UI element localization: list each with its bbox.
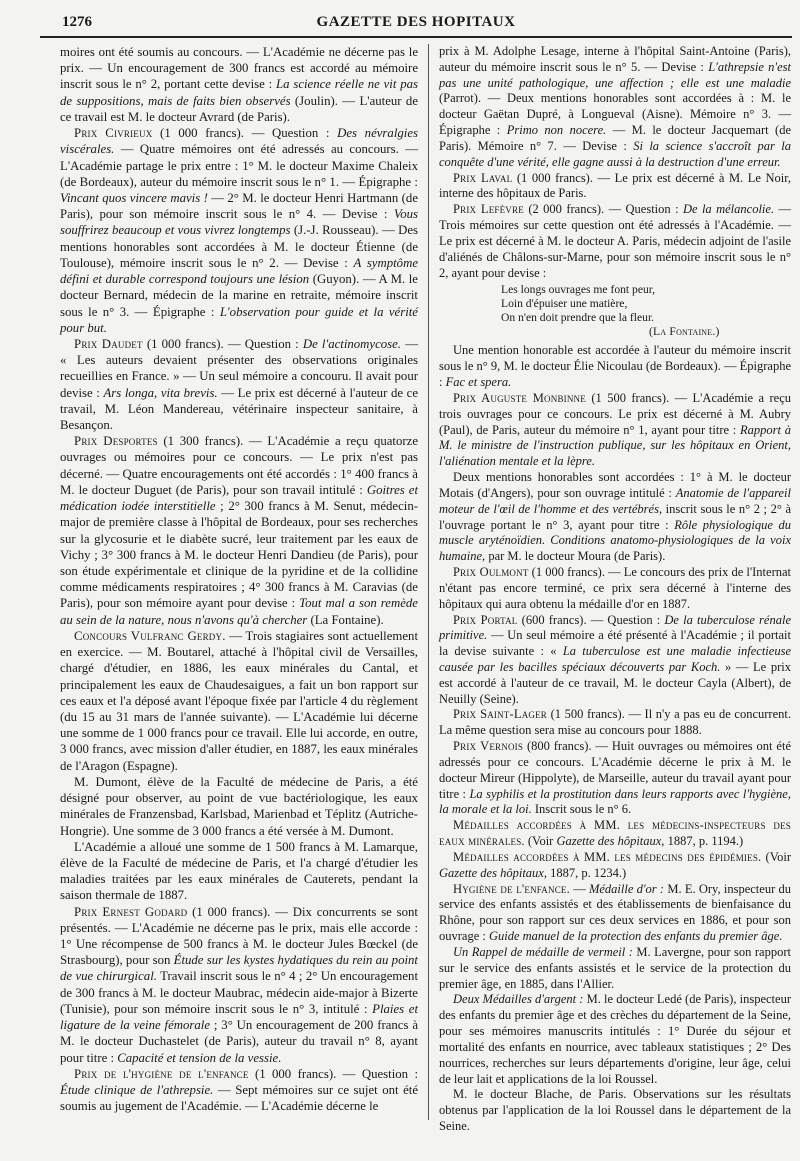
text-run: moires ont été soumis au concours. — L'Académie ne décerne pas le prix. — Un encouragement de 300 francs est accordé au mémoire inscrit sous le n° 2, portant cette devise : <box>60 45 418 92</box>
poem-attribution: (La Fontaine.) <box>649 325 720 339</box>
italic-text: Gazette des hôpitaux, <box>556 834 665 849</box>
text-run: — M. le docteur Jacquemart (de Paris). Mémoire n° 7. — Devise : <box>439 123 791 153</box>
right-column <box>439 44 791 1135</box>
text-run: (800 francs). — Huit ouvrages ou mémoires ont été adressés pour ce concours. L'Académie décerne le prix à M. le docteur Mireur (Hippolyte), de Marseille, auteur du travail ayant pour titre : <box>439 739 791 801</box>
right-column-section-b <box>439 343 791 1134</box>
text-run: ; 2° 300 francs à M. Senut, médecin-major de première classe à l'hôpital de Bordeaux, pour ses recherches sur la glycosurie et le diabète sucré, leur traitement par les eaux de Vichy ; 3° 300 francs à M. le docteur Henri Dandieu (de Paris), pour son étude expérimentale et clinique de la pyridine et de la collidine comme médicaments respiratoires ; 4° 300 francs à M. Caravias (de Paris), pour son mémoire ayant pour devise : <box>60 499 418 611</box>
text-run: (Joulin). — L'auteur de ce travail est M. le docteur Avrard (de Paris). <box>60 93 418 124</box>
paragraph <box>60 774 418 839</box>
italic-text: De la mélancolie. <box>682 202 775 217</box>
italic-text: Ars longa, vita brevis. <box>103 385 218 400</box>
paragraph <box>439 565 791 612</box>
text-run: (1 300 francs). — L'Académie a reçu quatorze ouvrages ou mémoires pour ce concours. — Le prix n'est pas décerné. — Quatre encouragements ont été accordés : 1° 400 francs à M. le docteur Duguet (de Paris), pour son travail intitulé : <box>60 434 419 497</box>
italic-text: Vous souffrirez beaucoup et vous vivrez longtemps <box>60 207 418 238</box>
section-heading: Prix Saint-Lager <box>453 707 548 722</box>
section-heading: Médailles accordées à MM. les médecins-inspecteurs des eaux minérales. <box>439 818 791 849</box>
text-run: — <box>569 881 589 896</box>
text-run: — 2° M. le docteur Henri Hartmann (de Paris), pour son mémoire inscrit sous le n° 4. — Devise : <box>60 190 418 222</box>
section-heading: Prix Lefèvre <box>453 202 524 217</box>
poem-epigraph <box>501 283 791 339</box>
text-run: — Trois stagiaires sont actuellement en exercice. — M. Boutarel, attaché à l'hôpital civil de Versailles, chargé d'étudier, en 1886, les eaux minérales du Cantal, et principalement les eaux de Chaudesaigues, a fait un bon rapport sur ces eaux et l'a déposé avant l'époque fixée par l'article 4 du règlement (du 15 au 31 mars de l'année suivante). — L'Académie lui décerne une somme de 1 000 francs pour ce travail. Elle lui accorde, en outre, 3 000 francs, avec mission d'aller étudier, en 1887, les eaux minérales de l'Aragon (Espagne). <box>60 628 419 773</box>
paragraph <box>439 1087 791 1134</box>
text-run: (1 000 francs). — Dix concurrents se sont présentés. — L'Académie ne décerne pas le prix, mais elle accorde : 1° Une récompense de 500 francs à M. le docteur Jules Bœckel (de Strasbourg), pour son <box>60 904 418 968</box>
text-run: M. Dumont, élève de la Faculté de médecine de Paris, a été désigné pour observer, au point de vue bactériologique, les eaux minérales de Franzensbad, Karlsbad, Marienbad et Téplitz (Autriche-Hongrie). Une somme de 3 000 francs a été versée à M. Dumont. <box>60 774 418 838</box>
text-run: (Guyon). — A M. le docteur Bernard, médecin de la marine en retraite, mémoire inscrit sous le n° 3. — Épigraphe : <box>60 272 418 319</box>
text-run: (1 000 francs). — Le concours des prix de l'Internat n'étant pas encore terminé, ce prix sera décerné à l'interne des hôpitaux qui aura obtenu la médaille d'or en 1887. <box>439 565 792 611</box>
paragraph <box>439 945 791 992</box>
text-run: — Quatre mémoires ont été adressés au concours. — L'Académie partage le prix entre : 1° M. le docteur Maxime Chaleix (de Bordeaux), auteur du mémoire inscrit sous le n° 1. — Épigraphe : <box>60 142 418 189</box>
text-run: Une mention honorable est accordée à l'auteur du mémoire inscrit sous le n° 9, M. le docteur Élie Nicoulau (de Bordeaux). — Épigraphe : <box>439 343 791 390</box>
italic-text: A symptôme défini et durable correspond toujours une lésion <box>60 255 418 287</box>
text-run: (Voir <box>524 834 557 849</box>
poem-line: Les longs ouvrages me font peur, <box>501 283 656 297</box>
text-run: M. E. Ory, inspecteur du service des enfants assistés et des établissements de bienfaisance du Rhône, pour son rapport sur ces deux services en 1886, et pour son ouvrage : <box>439 881 791 944</box>
italic-text: L'athrepsie n'est pas une unité pathologique, une affection ; elle est une maladie <box>439 59 791 90</box>
right-column-section-a <box>439 44 791 281</box>
paragraph <box>439 882 791 945</box>
paragraph <box>60 433 418 628</box>
text-run: (1 000 francs). — Le prix est décerné à M. Le Noir, interne des hôpitaux de Paris. <box>439 170 792 201</box>
paragraph <box>60 44 418 125</box>
paragraph <box>60 336 418 433</box>
text-run: M. le docteur Blache, de Paris. Observations sur les résultats obtenus par l'application de la loi Roussel dans le département de la Seine. <box>439 1087 791 1133</box>
paragraph <box>60 628 418 774</box>
section-heading: Prix Vernois <box>453 739 524 754</box>
italic-text: Primo non nocere. <box>506 123 607 138</box>
text-run: par M. le docteur Moura (de Paris). <box>485 549 666 564</box>
section-heading: Prix Auguste Monbinne <box>453 390 586 405</box>
paragraph <box>439 707 791 739</box>
paragraph <box>439 613 791 708</box>
paragraph <box>60 125 418 336</box>
paragraph <box>439 202 791 281</box>
text-run: Deux mentions honorables sont accordées : 1° à M. le docteur Motais (d'Angers), pour son ouvrage intitulé : <box>439 470 791 500</box>
italic-text: Étude sur les kystes hydatiques du rein au point de vue chirurgical. <box>60 953 418 984</box>
italic-text: Rôle physiologique du muscle aryténoïdien. Conditions anatomo-physiologiques de la voix humaine, <box>439 517 791 564</box>
text-run: (600 francs). — Question : <box>517 612 665 627</box>
italic-text: Goitres et médication iodée interstitielle <box>60 482 418 514</box>
section-heading: Prix Desportes <box>74 434 158 449</box>
text-run: L'Académie a alloué une somme de 1 500 francs à M. Lamarque, élève de la Faculté de médecine de Paris, et l'a chargé d'étudier les maladies traitées par les eaux minérales de Cauterets, pendant la saison thermale de 1887. <box>60 839 418 903</box>
text-run: (Voir <box>761 849 791 864</box>
text-run: (La Fontaine). <box>307 612 384 627</box>
italic-text: Vincant quos vincere mavis ! <box>60 190 208 205</box>
text-run: (1 500 francs). — Il n'y a pas eu de concurrent. La même question sera mise au concours pour 1888. <box>439 707 791 738</box>
italic-text: Rapport à M. le ministre de l'instruction publique, sur les hôpitaux en Orient, l'aliénation mentale et la lèpre. <box>439 422 791 469</box>
text-run: — Le prix est décerné à l'auteur de ce travail, M. Léon Mandereau, vétérinaire inspecteur sanitaire, à Besançon. <box>60 385 418 433</box>
paragraph <box>439 739 791 818</box>
italic-text: Étude clinique de l'athrepsie. <box>60 1083 214 1097</box>
text-run: (1 000 francs). — Question : <box>142 336 303 351</box>
italic-text: Des névralgies viscérales. <box>60 126 418 157</box>
italic-text: La tuberculose est une maladie infectieuse causée par les bacilles spéciaux découverts par Koch. <box>439 644 791 674</box>
section-heading: Prix de l'hygiène de l'enfance <box>74 1066 249 1081</box>
italic-text: Médaille d'or : <box>588 881 665 896</box>
text-run: (Parrot). — Deux mentions honorables sont accordées à : M. le docteur Gaëtan Dupré, à Longueval (Aisne). Mémoire n° 3. — Épigraphe : <box>439 91 791 138</box>
italic-text: Si la science s'accroît par la conquête d'une vérité, elle gagne aussi à la destruction d'une erreur. <box>439 138 791 169</box>
poem-line: On n'en doit prendre que la fleur. <box>501 311 655 325</box>
poem-line: Loin d'épuiser une matière, <box>501 297 628 311</box>
paragraph <box>439 44 791 171</box>
paragraph <box>439 391 791 470</box>
text-run: » — Le prix est accordé à l'auteur de ce travail, M. le docteur Cayla (Albert), de Neuilly (Seine). <box>439 659 792 706</box>
text-run: Inscrit sous le n° 6. <box>531 802 632 817</box>
paragraph <box>439 343 791 390</box>
text-run: 1887, p. 1234.) <box>546 865 627 880</box>
section-heading: Prix Portal <box>453 612 518 627</box>
page-header <box>40 12 792 34</box>
section-heading: Hygiène de l'enfance. <box>453 881 570 896</box>
italic-text: Fac et spera. <box>445 375 512 390</box>
italic-text: Tout mal a son remède au sein de la nature, nous n'avons qu'à chercher <box>60 596 418 627</box>
text-run: (J.-J. Rousseau). — Des mentions honorables sont accordées à M. le docteur Étienne (de Toulouse), mémoire inscrit sous le n° 2. — Devise : <box>60 223 419 270</box>
page-number: 1276 <box>62 14 92 30</box>
italic-text: Plaies et ligature de la veine fémorale <box>60 1001 419 1033</box>
section-heading: Concours Vulfranc Gerdy. <box>74 628 226 643</box>
text-run: Travail inscrit sous le n° 4 ; 2° Un encouragement de 300 francs à M. le docteur Maubrac, médecin aide-major à Bizerte (Tunisie), pour son mémoire inscrit sous le n° 3, intitulé : <box>60 969 418 1016</box>
text-run: (1 000 francs). — Question : <box>152 126 338 141</box>
text-run: M. Lavergne, pour son rapport sur le service des enfants assistés et le service de la protection du premier âge, en 1885, dans l'Allier. <box>439 944 791 991</box>
italic-text: L'observation pour guide et la vérité pour but. <box>60 304 418 335</box>
italic-text: Capacité et tension de la vessie. <box>117 1050 282 1065</box>
paragraph <box>439 992 791 1087</box>
italic-text: Deux Médailles d'argent : <box>453 992 584 1007</box>
italic-text: Gazette des hôpitaux, <box>439 865 547 880</box>
paragraph <box>60 839 418 904</box>
italic-text: De la tuberculose rénale primitive. <box>439 612 791 643</box>
section-heading: Prix Oulmont <box>453 565 529 580</box>
italic-text: Guide manuel de la protection des enfants du premier âge. <box>488 929 783 944</box>
section-heading: Prix Ernest Godard <box>74 904 188 919</box>
italic-text: Anatomie de l'appareil moteur de l'œil de l'homme et des vertébrés, <box>439 485 791 516</box>
text-run: 1887, p. 1194.) <box>664 834 744 849</box>
column-separator <box>428 44 429 1120</box>
italic-text: La science réelle ne vit pas de suppositions, mais de faits bien observés <box>60 77 418 108</box>
paragraph <box>439 850 791 882</box>
paragraph <box>60 1066 418 1115</box>
text-run: (1 500 francs). — L'Académie a reçu trois ouvrages pour ce concours. Le prix est décerné à M. Aubry (Paul), de Paris, auteur du mémoire n° 1, ayant pour titre : <box>439 390 791 437</box>
text-run: — Trois mémoires sur cette question ont été adressés à l'Académie. — Le prix est décerné à M. le docteur A. Paris, médecin adjoint de l'asile d'aliénés de Châlons-sur-Marne, pour son mémoire inscrit sous le n° 2, ayant pour devise : <box>439 202 791 280</box>
text-run: prix à M. Adolphe Lesage, interne à l'hôpital Saint-Antoine (Paris), auteur du mémoire inscrit sous le n° 5. — Devise : <box>439 44 791 74</box>
italic-text: De l'actinomycose. <box>302 336 402 351</box>
italic-text: La syphilis et la prostitution dans leurs rapports avec l'hygiène, la morale et la loi. <box>439 786 791 817</box>
text-run: (1 000 francs). — Question : <box>248 1066 418 1081</box>
text-run: inscrit sous le n° 2 ; 2° à l'ouvrage portant le n° 3, ayant pour titre : <box>439 501 791 532</box>
text-run: — Un seul mémoire a été présenté à l'Académie ; il portait la devise suivante : « <box>439 628 791 659</box>
section-heading: Médailles accordées à MM. les médecins des épidémies. <box>453 849 762 864</box>
text-run: — Sept mémoires sur ce sujet ont été soumis au jugement de l'Académie. — L'Académie décerne le <box>60 1083 419 1114</box>
left-column <box>60 44 418 1114</box>
section-heading: Prix Daudet <box>74 336 143 351</box>
text-run: — « Les auteurs devaient présenter des observations originales recueillies en France. » — Un seul mémoire a concouru. Il avait pour devise : <box>60 336 418 400</box>
italic-text: Un Rappel de médaille de vermeil : <box>453 944 633 959</box>
text-run: ; 3° Un encouragement de 200 francs à M. le docteur Duchastelet (de Paris), auteur du travail n° 8, ayant pour titre : <box>60 1018 418 1065</box>
paragraph <box>60 904 418 1066</box>
paragraph <box>439 818 791 850</box>
section-heading: Prix Civrieux <box>74 126 153 141</box>
running-title: GAZETTE DES HOPITAUX <box>316 14 516 30</box>
text-run: M. le docteur Ledé (de Paris), inspecteur des enfants du premier âge et des crèches du département de la Seine, pour ses mémoires manuscrits intitulés : 1° Durée du séjour et mortalité des enfants en nourrice, avec tableaux statistiques ; 2° Des nourrices, recherches sur leurs départements d'origine, leur âge, celui de leur lait et applications de la loi Roussel. <box>439 992 791 1086</box>
paragraph <box>439 171 791 203</box>
section-heading: Prix Laval <box>453 170 513 185</box>
header-rule <box>40 36 792 38</box>
paragraph <box>439 470 791 565</box>
text-run: (2 000 francs). — Question : <box>523 202 683 217</box>
